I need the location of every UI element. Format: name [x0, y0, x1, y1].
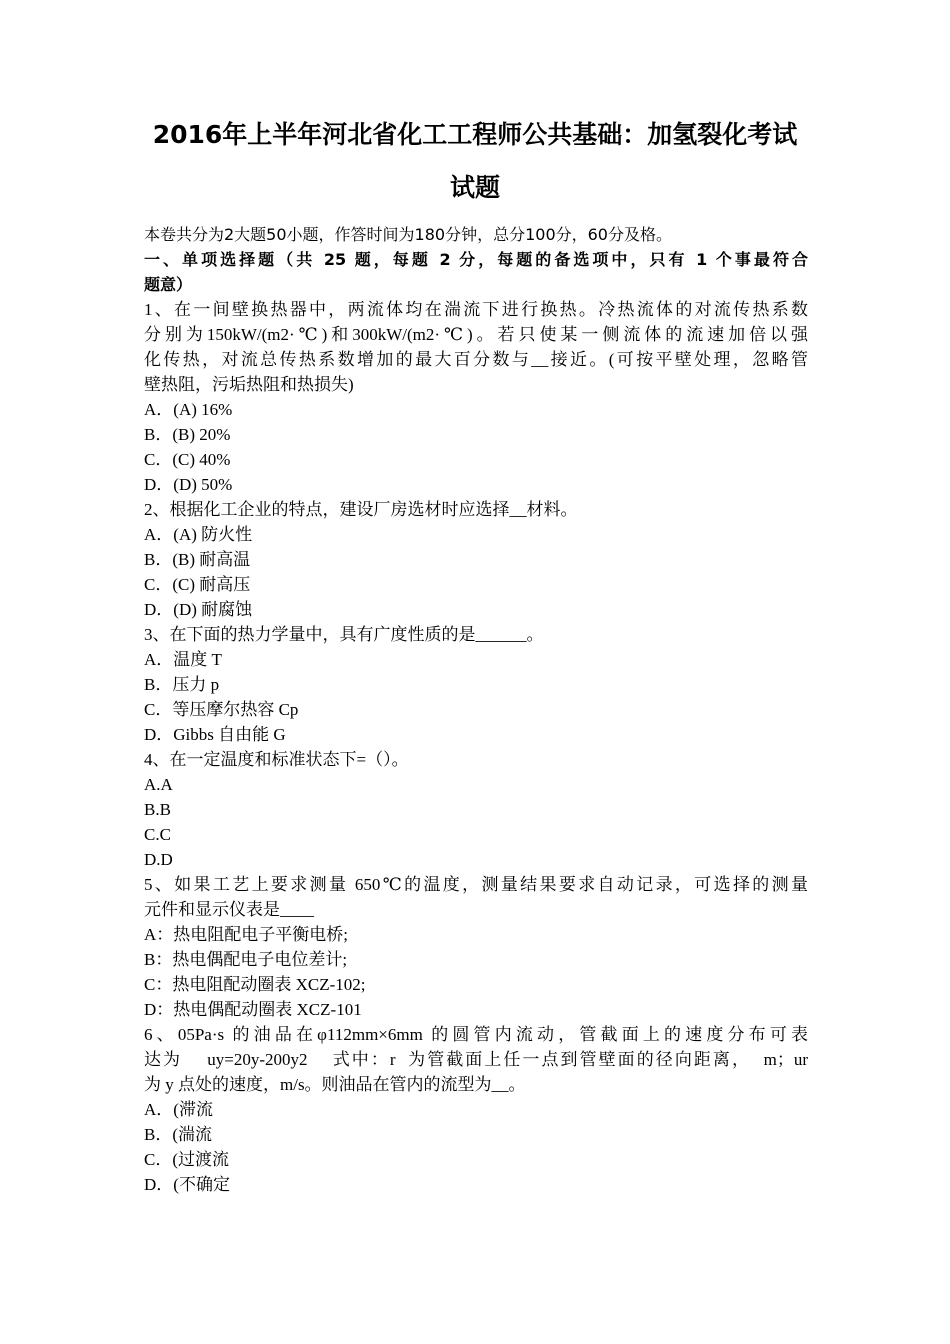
answer-option: A．(A) 16%	[144, 400, 233, 419]
question-stem-line: 元件和显示仪表是____	[144, 900, 314, 919]
document-title-line2: 试题	[449, 173, 500, 202]
answer-option: B：热电偶配电子电位差计;	[144, 950, 348, 969]
answer-option: B.B	[144, 800, 171, 819]
question-3	[144, 622, 808, 747]
answer-option: C：热电阻配动圈表 XCZ-102;	[144, 975, 366, 994]
question-stem-line: 3、在下面的热力学量中，具有广度性质的是______。	[144, 625, 544, 644]
question-6	[144, 1022, 808, 1197]
question-5	[144, 872, 808, 1022]
answer-option: D．Gibbs 自由能 G	[144, 725, 286, 744]
question-stem-line: 5、如果工艺上要求测量 650℃的温度，测量结果要求自动记录，可选择的测量	[144, 875, 808, 894]
answer-option: D．(不确定	[144, 1175, 230, 1194]
question-stem-line: 达为 uy=20y-200y2 式中：r 为管截面上任一点到管壁面的径向距离， m；ur	[144, 1050, 808, 1069]
answer-option: C．(C) 耐高压	[144, 575, 251, 594]
section-heading-line1: 一、单项选择题（共 25 题，每题 2 分，每题的备选项中，只有 1 个事最符合	[144, 250, 808, 269]
answer-option: A.A	[144, 775, 173, 794]
answer-option: B．(B) 20%	[144, 425, 231, 444]
question-stem-line: 分别为150kW/(m2·℃)和300kW/(m2·℃)。若只使某一侧流体的流速加倍以强	[144, 325, 808, 344]
question-stem-line: 壁热阻，污垢热阻和热损失)	[144, 375, 354, 394]
answer-option: B．压力 p	[144, 675, 220, 694]
exam-intro: 本卷共分为2大题50小题，作答时间为180分钟，总分100分，60分及格。	[144, 225, 672, 244]
answer-option: D．(D) 50%	[144, 475, 233, 494]
question-2	[144, 497, 808, 622]
section-heading-line2: 题意）	[144, 275, 193, 294]
answer-option: D．(D) 耐腐蚀	[144, 600, 253, 619]
answer-option: A：热电阻配电子平衡电桥;	[144, 925, 348, 944]
answer-option: B．(湍流	[144, 1125, 212, 1144]
question-stem-line: 4、在一定温度和标准状态下=（）。	[144, 750, 409, 769]
answer-option: A．温度 T	[144, 650, 222, 669]
answer-option: A．(滞流	[144, 1100, 213, 1119]
answer-option: C．(C) 40%	[144, 450, 231, 469]
answer-option: D：热电偶配动圈表 XCZ-101	[144, 1000, 362, 1019]
document-title-line1: 2016年上半年河北省化工工程师公共基础：加氢裂化考试	[152, 120, 798, 149]
document-body	[144, 222, 808, 1197]
question-stem-line: 1、在一间壁换热器中，两流体均在湍流下进行换热。冷热流体的对流传热系数	[144, 300, 808, 319]
question-1	[144, 297, 808, 497]
answer-option: B．(B) 耐高温	[144, 550, 251, 569]
question-stem-line: 化传热，对流总传热系数增加的最大百分数与__接近。(可按平壁处理，忽略管	[144, 350, 808, 369]
answer-option: C．(过渡流	[144, 1150, 229, 1169]
question-4	[144, 747, 808, 872]
question-stem-line: 为 y 点处的速度，m/s。则油品在管内的流型为__。	[144, 1075, 526, 1094]
answer-option: D.D	[144, 850, 173, 869]
answer-option: C.C	[144, 825, 171, 844]
answer-option: C．等压摩尔热容 Cp	[144, 700, 299, 719]
answer-option: A．(A) 防火性	[144, 525, 253, 544]
question-stem-line: 2、根据化工企业的特点，建设厂房选材时应选择__材料。	[144, 500, 578, 519]
question-stem-line: 6、05Pa·s 的油品在φ112mm×6mm 的圆管内流动，管截面上的速度分布可表	[144, 1025, 808, 1044]
